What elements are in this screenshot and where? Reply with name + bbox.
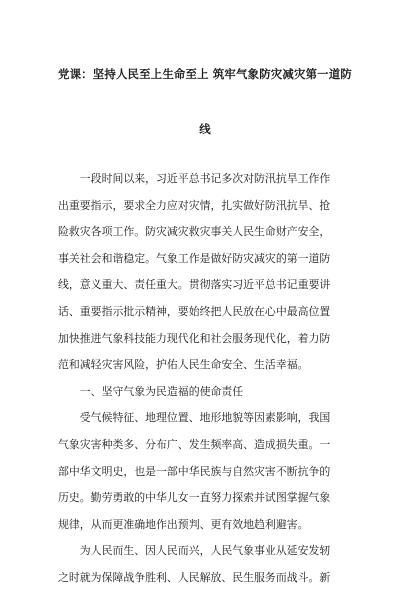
paragraph-line: 话、重要指示批示精神，要始终把人民放在心中最高位置: [58, 304, 331, 318]
paragraph-line: 出重要指示，要求全力应对灾情，扎实做好防汛抗旱、抢: [58, 198, 331, 212]
paragraph-line: 为人民而生、因人民而兴，人民气象事业从延安发轫: [58, 544, 331, 558]
paragraph-line: 规律，从而更准确地作出预判、更有效地趋利避害。: [58, 517, 309, 531]
document-title-continuation: 线: [199, 122, 211, 136]
paragraph-line: 受气候特征、地理位置、地形地貌等因素影响，我国: [58, 411, 331, 425]
paragraph-line: 部中华文明史，也是一部中华民族与自然灾害不断抗争的: [58, 464, 331, 478]
paragraph-line: 气象灾害种类多、分布广、发生频率高、造成损失重。一: [58, 437, 331, 451]
paragraph-line: 事关社会和谐稳定。气象工作是做好防灾减灾的第一道防: [58, 251, 331, 265]
section-heading: 一、坚守气象为民造福的使命责任: [58, 384, 244, 398]
paragraph-line: 一段时间以来，习近平总书记多次对防汛抗旱工作作: [58, 172, 331, 185]
paragraph-line: 范和减轻灾害风险，护佑人民生命安全、生活幸福。: [58, 358, 309, 372]
document-body: [58, 166, 358, 592]
paragraph-line: 之时就为保障战争胜利、人民解放、民生服务而战斗。新: [58, 570, 331, 584]
paragraph-line: 历史。勤劳勇敢的中华儿女一直努力探索并试图掌握气象: [58, 491, 331, 505]
paragraph-line: 加快推进气象科技能力现代化和社会服务现代化，着力防: [58, 331, 331, 345]
document-title: 党课：坚持人民至上生命至上 筑牢气象防灾减灾第一道防: [58, 67, 352, 81]
paragraph-line: 线，意义重大、责任重大。贯彻落实习近平总书记重要讲: [58, 278, 331, 292]
paragraph-line: 险救灾各项工作。防灾减灾救灾事关人民生命财产安全，: [58, 225, 331, 239]
